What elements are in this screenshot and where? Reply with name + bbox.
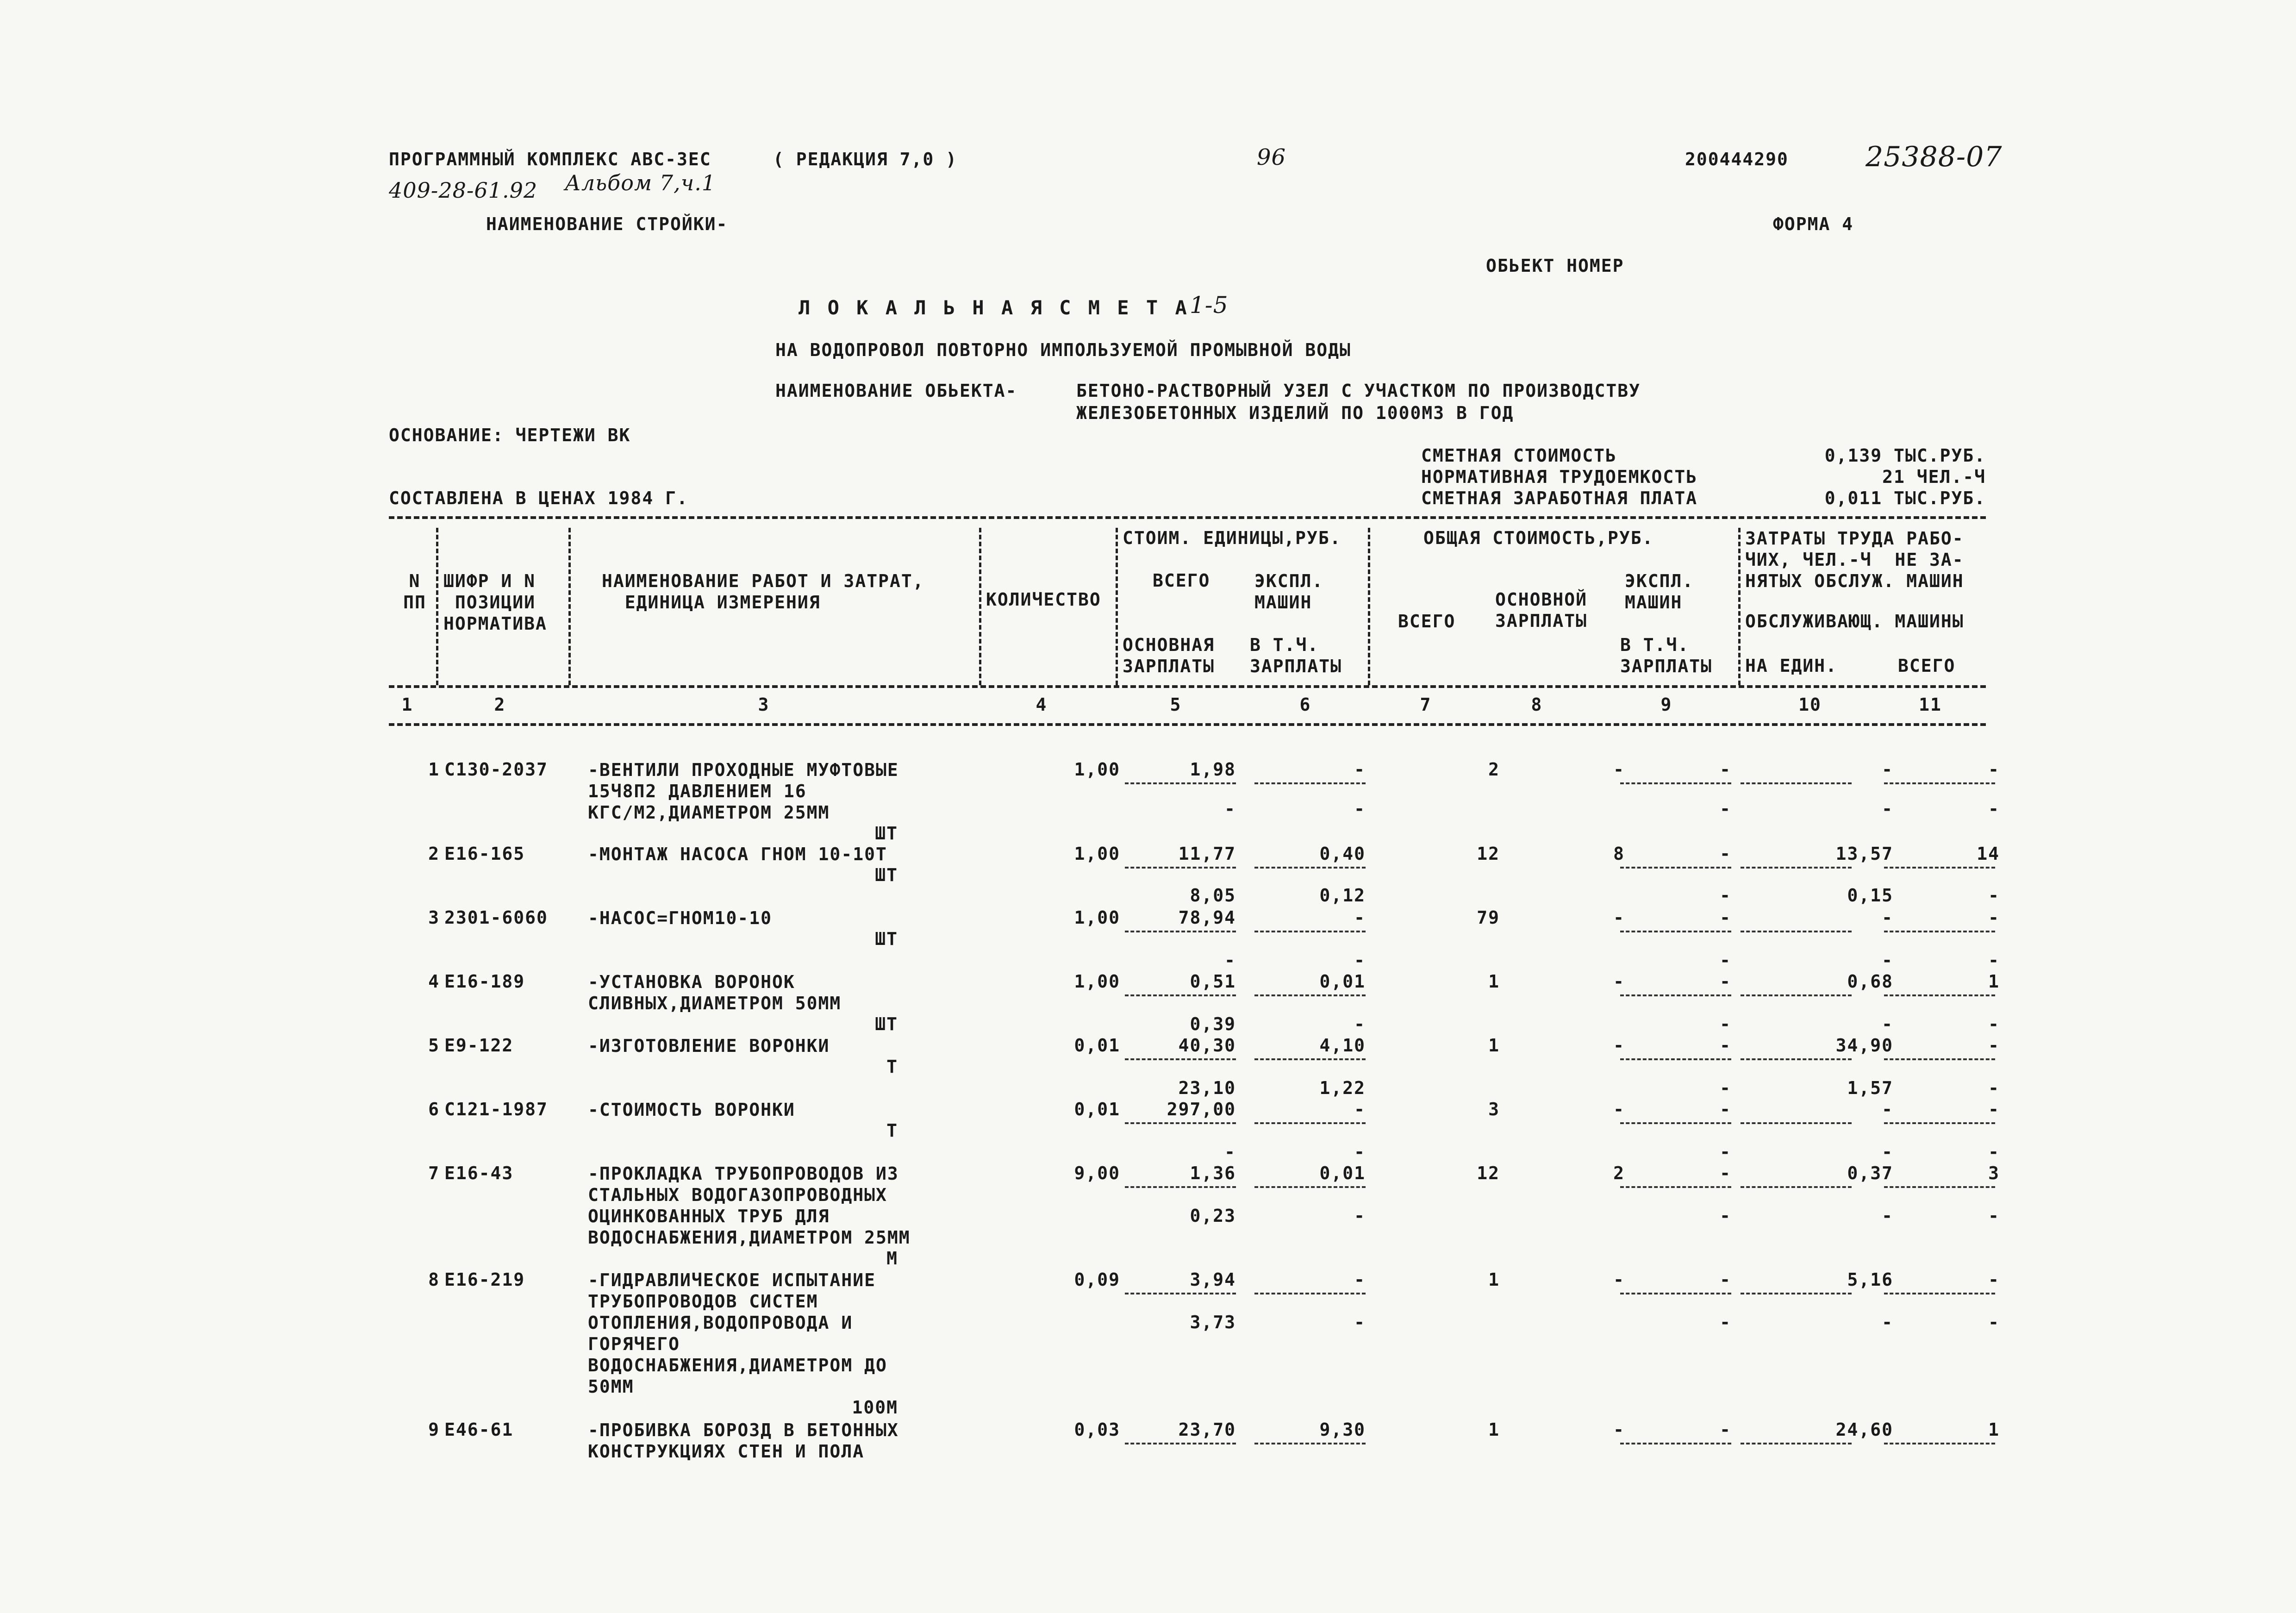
row-c5b-secondary: 0,23 xyxy=(1190,1206,1236,1226)
row-c5b-secondary: 23,10 xyxy=(1178,1078,1236,1098)
row-c9b-secondary: - xyxy=(1720,950,1731,970)
edition: ( РЕДАКЦИЯ 7,0 ) xyxy=(773,149,958,169)
cell-underline xyxy=(1620,782,1731,784)
row-c10: - xyxy=(1882,1099,1893,1119)
row-c10: 24,60 xyxy=(1835,1419,1893,1440)
row-number: 8 xyxy=(428,1269,440,1290)
row-c10: 5,16 xyxy=(1847,1269,1893,1290)
row-c8: - xyxy=(1613,1269,1625,1290)
row-name: -ПРОКЛАДКА ТРУБОПРОВОДОВ ИЗ СТАЛЬНЫХ ВОДОГАЗОПРОВОДНЫХ ОЦИНКОВАННЫХ ТРУБ ДЛЯ ВОДОСНАБЖЕНИЯ,ДИАМЕТРОМ 25ММ xyxy=(588,1163,911,1248)
row-name: -СТОИМОСТЬ ВОРОНКИ xyxy=(588,1100,795,1120)
col-number-2: 2 xyxy=(494,694,506,715)
cell-underline xyxy=(1741,782,1852,784)
cell-underline xyxy=(1741,994,1852,996)
object-name-line-1: БЕТОНО-РАСТВОРНЫЙ УЗЕЛ С УЧАСТКОМ ПО ПРОИЗВОДСТВУ xyxy=(1076,381,1641,401)
row-c9b-secondary: - xyxy=(1720,1014,1731,1034)
row-number: 7 xyxy=(428,1163,440,1183)
cell-underline xyxy=(1741,867,1852,869)
row-c9: - xyxy=(1720,1035,1731,1056)
row-name: -МОНТАЖ НАСОСА ГНОМ 10-10Т xyxy=(588,844,887,864)
row-c6b-secondary: - xyxy=(1354,950,1366,970)
program-name: ПРОГРАММНЫЙ КОМПЛЕКС АВС-ЗЕС xyxy=(389,149,711,169)
row-c10: 0,68 xyxy=(1847,971,1893,992)
row-qty: 9,00 xyxy=(1074,1163,1120,1183)
cell-underline xyxy=(1620,994,1731,996)
row-number: 3 xyxy=(428,907,440,928)
cell-underline xyxy=(1620,1186,1731,1188)
row-c10: - xyxy=(1882,907,1893,928)
cell-underline xyxy=(1741,1122,1852,1124)
row-c9b-secondary: - xyxy=(1720,1206,1731,1226)
col-divider xyxy=(436,528,438,685)
header-vsego-2: ВСЕГО xyxy=(1398,611,1456,631)
row-code: Е9-122 xyxy=(444,1035,514,1056)
cell-underline xyxy=(1125,1293,1236,1294)
col-divider xyxy=(1368,528,1370,685)
row-c11b-secondary: - xyxy=(1988,1142,2000,1162)
row-c6: - xyxy=(1354,1269,1366,1290)
document-subtitle: НА ВОДОПРОВОЛ ПОВТОРНО ИМПОЛЬЗУЕМОЙ ПРОМЫВНОЙ ВОДЫ xyxy=(775,340,1351,360)
summary-label-3: СМЕТНАЯ ЗАРАБОТНАЯ ПЛАТА xyxy=(1421,488,1698,508)
cell-underline xyxy=(1125,867,1236,869)
row-unit: ШТ xyxy=(875,865,898,885)
row-c5: 23,70 xyxy=(1178,1419,1236,1440)
row-c5b-secondary: 8,05 xyxy=(1190,885,1236,906)
row-unit: М xyxy=(886,1248,898,1269)
basis: ОСНОВАНИЕ: ЧЕРТЕЖИ ВК xyxy=(389,425,631,445)
row-c11: - xyxy=(1988,1035,2000,1056)
row-c11: - xyxy=(1988,907,2000,928)
cell-underline xyxy=(1884,1186,1995,1188)
row-c8: - xyxy=(1613,1035,1625,1056)
row-number: 4 xyxy=(428,971,440,992)
row-c8: - xyxy=(1613,971,1625,992)
header-mid-rule xyxy=(389,685,1986,688)
cell-underline xyxy=(1884,867,1995,869)
header-total-cost: ОБЩАЯ СТОИМОСТЬ,РУБ. xyxy=(1423,528,1654,548)
row-code: Е16-165 xyxy=(444,844,525,864)
row-unit: Т xyxy=(886,1057,898,1077)
row-c6: - xyxy=(1354,759,1366,780)
row-c5: 11,77 xyxy=(1178,844,1236,864)
cell-underline xyxy=(1620,1443,1731,1444)
summary-label-1: СМЕТНАЯ СТОИМОСТЬ xyxy=(1421,445,1617,466)
row-c9b-secondary: - xyxy=(1720,1142,1731,1162)
row-c7: 1 xyxy=(1488,1419,1500,1440)
row-c6b-secondary: - xyxy=(1354,1014,1366,1034)
row-c9b-secondary: - xyxy=(1720,1312,1731,1332)
header-col-n: N ПП xyxy=(403,571,426,613)
row-name: -НАСОС=ГНОМ10-10 xyxy=(588,908,773,928)
row-c5: 1,98 xyxy=(1190,759,1236,780)
cell-underline xyxy=(1741,931,1852,932)
row-c6b-secondary: 0,12 xyxy=(1319,885,1366,906)
row-c8: - xyxy=(1613,1099,1625,1119)
row-c6: - xyxy=(1354,907,1366,928)
col-number-5: 5 xyxy=(1170,694,1182,715)
row-c6b-secondary: - xyxy=(1354,1312,1366,1332)
doc-code: 200444290 xyxy=(1685,149,1789,169)
cell-underline xyxy=(1125,1122,1236,1124)
handwritten-album-2: Альбом 7,ч.1 xyxy=(565,170,716,195)
row-c7: 3 xyxy=(1488,1099,1500,1119)
row-c6: 0,01 xyxy=(1319,971,1366,992)
header-osn: ОСНОВНАЯ ЗАРПЛАТЫ xyxy=(1123,635,1215,676)
header-labor: ЗАТРАТЫ ТРУДА РАБО- ЧИХ, ЧЕЛ.-Ч НЕ ЗА- НЯТЫХ ОБСЛУЖ. МАШИН xyxy=(1745,528,1964,591)
row-c6b-secondary: - xyxy=(1354,1206,1366,1226)
prices-basis: СОСТАВЛЕНА В ЦЕНАХ 1984 Г. xyxy=(389,488,688,508)
summary-value-3: 0,011 ТЫС.РУБ. xyxy=(1824,488,1986,508)
row-c6: 0,40 xyxy=(1319,844,1366,864)
row-c6: 9,30 xyxy=(1319,1419,1366,1440)
col-number-1: 1 xyxy=(401,694,413,715)
row-c11b-secondary: - xyxy=(1988,1312,2000,1332)
row-c10b-secondary: 1,57 xyxy=(1847,1078,1893,1098)
cell-underline xyxy=(1254,931,1366,932)
header-col-name: НАИМЕНОВАНИЕ РАБОТ И ЗАТРАТ, ЕДИНИЦА ИЗМЕРЕНИЯ xyxy=(602,571,924,613)
cell-underline xyxy=(1125,994,1236,996)
cell-underline xyxy=(1125,782,1236,784)
row-c11: - xyxy=(1988,759,2000,780)
row-c9: - xyxy=(1720,1269,1731,1290)
row-c5b-secondary: - xyxy=(1224,1142,1236,1162)
row-c11b-secondary: - xyxy=(1988,1206,2000,1226)
row-c9: - xyxy=(1720,1163,1731,1183)
cell-underline xyxy=(1254,782,1366,784)
row-c11b-secondary: - xyxy=(1988,799,2000,819)
row-c10b-secondary: 0,15 xyxy=(1847,885,1893,906)
cell-underline xyxy=(1620,931,1731,932)
cell-underline xyxy=(1884,1293,1995,1294)
summary-value-1: 0,139 ТЫС.РУБ. xyxy=(1824,445,1986,466)
handwritten-album: 409-28-61.92 xyxy=(389,178,538,203)
row-c11b-secondary: - xyxy=(1988,1014,2000,1034)
header-col-qty: КОЛИЧЕСТВО xyxy=(986,589,1101,610)
row-unit: 100М xyxy=(852,1397,898,1418)
row-qty: 1,00 xyxy=(1074,907,1120,928)
row-c7: 1 xyxy=(1488,1269,1500,1290)
cell-underline xyxy=(1884,1058,1995,1060)
cell-underline xyxy=(1254,1293,1366,1294)
col-divider xyxy=(979,528,981,685)
row-c6b-secondary: 1,22 xyxy=(1319,1078,1366,1098)
row-qty: 0,01 xyxy=(1074,1035,1120,1056)
header-vtch-2: В Т.Ч. ЗАРПЛАТЫ xyxy=(1620,635,1713,676)
row-c10: 13,57 xyxy=(1835,844,1893,864)
row-name: -ГИДРАВЛИЧЕСКОЕ ИСПЫТАНИЕ ТРУБОПРОВОДОВ СИСТЕМ ОТОПЛЕНИЯ,ВОДОПРОВОДА И ГОРЯЧЕГО ВОДОСНАБЖЕНИЯ,ДИАМЕТРОМ ДО 50ММ xyxy=(588,1270,887,1397)
row-c8: 8 xyxy=(1613,844,1625,864)
row-c11b-secondary: - xyxy=(1988,1078,2000,1098)
row-code: Е16-43 xyxy=(444,1163,514,1183)
row-c11: 1 xyxy=(1988,1419,2000,1440)
header-bottom-rule xyxy=(389,723,1986,726)
row-c6: - xyxy=(1354,1099,1366,1119)
header-na-ed: НА ЕДИН. xyxy=(1745,656,1838,676)
col-number-11: 11 xyxy=(1919,694,1942,715)
cell-underline xyxy=(1254,1186,1366,1188)
cell-underline xyxy=(1620,1058,1731,1060)
row-c6b-secondary: - xyxy=(1354,799,1366,819)
row-c7: 12 xyxy=(1477,844,1500,864)
row-c11b-secondary: - xyxy=(1988,950,2000,970)
row-unit: ШТ xyxy=(875,1014,898,1034)
cell-underline xyxy=(1884,994,1995,996)
row-c11b-secondary: - xyxy=(1988,885,2000,906)
header-vsego: ВСЕГО xyxy=(1153,570,1210,591)
row-unit: ШТ xyxy=(875,929,898,949)
row-c5: 0,51 xyxy=(1190,971,1236,992)
col-number-4: 4 xyxy=(1036,694,1048,715)
col-divider xyxy=(568,528,571,685)
col-number-6: 6 xyxy=(1299,694,1311,715)
cell-underline xyxy=(1125,1443,1236,1444)
col-number-8: 8 xyxy=(1531,694,1543,715)
cell-underline xyxy=(1741,1186,1852,1188)
table-top-rule xyxy=(389,516,1986,519)
row-number: 2 xyxy=(428,844,440,864)
header-col-code: ШИФР И N ПОЗИЦИИ НОРМАТИВА xyxy=(443,571,547,634)
header-ekspl: ЭКСПЛ. МАШИН xyxy=(1254,571,1324,613)
row-c10b-secondary: - xyxy=(1882,799,1893,819)
row-c5b-secondary: 0,39 xyxy=(1190,1014,1236,1034)
row-c5b-secondary: 3,73 xyxy=(1190,1312,1236,1332)
row-c9b-secondary: - xyxy=(1720,799,1731,819)
row-number: 6 xyxy=(428,1099,440,1119)
row-c9: - xyxy=(1720,759,1731,780)
row-c11: - xyxy=(1988,1099,2000,1119)
cell-underline xyxy=(1884,1443,1995,1444)
row-c10: 0,37 xyxy=(1847,1163,1893,1183)
row-c10: - xyxy=(1882,759,1893,780)
row-c7: 1 xyxy=(1488,971,1500,992)
row-c5: 297,00 xyxy=(1167,1099,1236,1119)
cell-underline xyxy=(1741,1058,1852,1060)
cell-underline xyxy=(1254,867,1366,869)
col-number-7: 7 xyxy=(1420,694,1432,715)
row-c11: 3 xyxy=(1988,1163,2000,1183)
row-unit: ШТ xyxy=(875,823,898,844)
row-c9: - xyxy=(1720,1099,1731,1119)
col-number-9: 9 xyxy=(1660,694,1672,715)
row-c10b-secondary: - xyxy=(1882,1312,1893,1332)
cell-underline xyxy=(1620,1122,1731,1124)
row-c5b-secondary: - xyxy=(1224,950,1236,970)
row-qty: 1,00 xyxy=(1074,971,1120,992)
object-number: ОБЬЕКТ НОМЕР xyxy=(1486,256,1624,276)
cell-underline xyxy=(1125,1058,1236,1060)
row-c10b-secondary: - xyxy=(1882,1206,1893,1226)
cell-underline xyxy=(1254,994,1366,996)
handwritten-number: 25388-07 xyxy=(1866,141,2003,173)
row-number: 1 xyxy=(428,759,440,780)
summary-value-2: 21 ЧЕЛ.-Ч xyxy=(1882,467,1986,487)
header-labor-2: ОБСЛУЖИВАЮЩ. МАШИНЫ xyxy=(1745,611,1964,631)
row-unit: Т xyxy=(886,1120,898,1141)
header-vtch: В Т.Ч. ЗАРПЛАТЫ xyxy=(1250,635,1342,676)
row-code: Е46-61 xyxy=(444,1419,514,1440)
row-c9b-secondary: - xyxy=(1720,1078,1731,1098)
cell-underline xyxy=(1620,867,1731,869)
row-c10: 34,90 xyxy=(1835,1035,1893,1056)
row-c8: - xyxy=(1613,759,1625,780)
row-c5: 3,94 xyxy=(1190,1269,1236,1290)
row-c8: - xyxy=(1613,1419,1625,1440)
row-qty: 0,09 xyxy=(1074,1269,1120,1290)
summary-label-2: НОРМАТИВНАЯ ТРУДОЕМКОСТЬ xyxy=(1421,467,1698,487)
row-code: Е16-219 xyxy=(444,1269,525,1290)
row-qty: 0,01 xyxy=(1074,1099,1120,1119)
row-c9: - xyxy=(1720,844,1731,864)
object-name-label: НАИМЕНОВАНИЕ ОБЬЕКТА- xyxy=(775,381,1017,401)
cell-underline xyxy=(1125,1186,1236,1188)
row-c5: 1,36 xyxy=(1190,1163,1236,1183)
row-c6: 4,10 xyxy=(1319,1035,1366,1056)
row-name: -УСТАНОВКА ВОРОНОК СЛИВНЫХ,ДИАМЕТРОМ 50ММ xyxy=(588,972,842,1013)
row-c10b-secondary: - xyxy=(1882,1142,1893,1162)
row-c7: 2 xyxy=(1488,759,1500,780)
cell-underline xyxy=(1884,782,1995,784)
header-osn-2: ОСНОВНОЙ ЗАРПЛАТЫ xyxy=(1495,589,1588,631)
row-c11: - xyxy=(1988,1269,2000,1290)
cell-underline xyxy=(1125,931,1236,932)
row-c9b-secondary: - xyxy=(1720,885,1731,906)
cell-underline xyxy=(1254,1443,1366,1444)
form-number: ФОРМА 4 xyxy=(1773,214,1854,234)
row-code: 2301-6060 xyxy=(444,907,548,928)
row-qty: 0,03 xyxy=(1074,1419,1120,1440)
row-c9: - xyxy=(1720,1419,1731,1440)
row-c5b-secondary: - xyxy=(1224,799,1236,819)
row-c11: 14 xyxy=(1977,844,2000,864)
row-c10b-secondary: - xyxy=(1882,950,1893,970)
col-number-3: 3 xyxy=(758,694,770,715)
row-number: 9 xyxy=(428,1419,440,1440)
row-c9: - xyxy=(1720,907,1731,928)
row-c6b-secondary: - xyxy=(1354,1142,1366,1162)
row-c8: - xyxy=(1613,907,1625,928)
cell-underline xyxy=(1620,1293,1731,1294)
page-number: 96 xyxy=(1257,144,1286,170)
construction-label: НАИМЕНОВАНИЕ СТРОЙКИ- xyxy=(486,214,728,234)
row-c7: 12 xyxy=(1477,1163,1500,1183)
row-c5: 78,94 xyxy=(1178,907,1236,928)
header-unit-cost: СТОИМ. ЕДИНИЦЫ,РУБ. xyxy=(1123,528,1341,548)
header-vsego-3: ВСЕГО xyxy=(1898,656,1956,676)
row-name: -ВЕНТИЛИ ПРОХОДНЫЕ МУФТОВЫЕ 15Ч8П2 ДАВЛЕНИЕМ 16 КГС/М2,ДИАМЕТРОМ 25ММ xyxy=(588,760,899,823)
cell-underline xyxy=(1254,1058,1366,1060)
col-number-10: 10 xyxy=(1798,694,1822,715)
cell-underline xyxy=(1884,931,1995,932)
row-qty: 1,00 xyxy=(1074,844,1120,864)
object-name-line-2: ЖЕЛЕЗОБЕТОННЫХ ИЗДЕЛИЙ ПО 1000М3 В ГОД xyxy=(1076,403,1514,423)
row-c10b-secondary: - xyxy=(1882,1014,1893,1034)
cell-underline xyxy=(1741,1443,1852,1444)
row-c7: 1 xyxy=(1488,1035,1500,1056)
row-code: С121-1987 xyxy=(444,1099,548,1119)
col-divider xyxy=(1738,528,1741,685)
row-number: 5 xyxy=(428,1035,440,1056)
row-name: -ПРОБИВКА БОРОЗД В БЕТОННЫХ КОНСТРУКЦИЯХ СТЕН И ПОЛА xyxy=(588,1420,899,1462)
row-code: Е16-189 xyxy=(444,971,525,992)
document-title-number: 1-5 xyxy=(1190,292,1229,319)
col-divider xyxy=(1116,528,1118,685)
row-name: -ИЗГОТОВЛЕНИЕ ВОРОНКИ xyxy=(588,1036,830,1056)
row-c8: 2 xyxy=(1613,1163,1625,1183)
row-c5: 40,30 xyxy=(1178,1035,1236,1056)
row-c7: 79 xyxy=(1477,907,1500,928)
row-c9: - xyxy=(1720,971,1731,992)
cell-underline xyxy=(1741,1293,1852,1294)
row-c6: 0,01 xyxy=(1319,1163,1366,1183)
row-c11: 1 xyxy=(1988,971,2000,992)
document-title: Л О К А Л Ь Н А Я С М Е Т А xyxy=(799,296,1190,319)
header-ekspl-2: ЭКСПЛ. МАШИН xyxy=(1625,571,1694,613)
cell-underline xyxy=(1254,1122,1366,1124)
cell-underline xyxy=(1884,1122,1995,1124)
row-qty: 1,00 xyxy=(1074,759,1120,780)
row-code: С130-2037 xyxy=(444,759,548,780)
